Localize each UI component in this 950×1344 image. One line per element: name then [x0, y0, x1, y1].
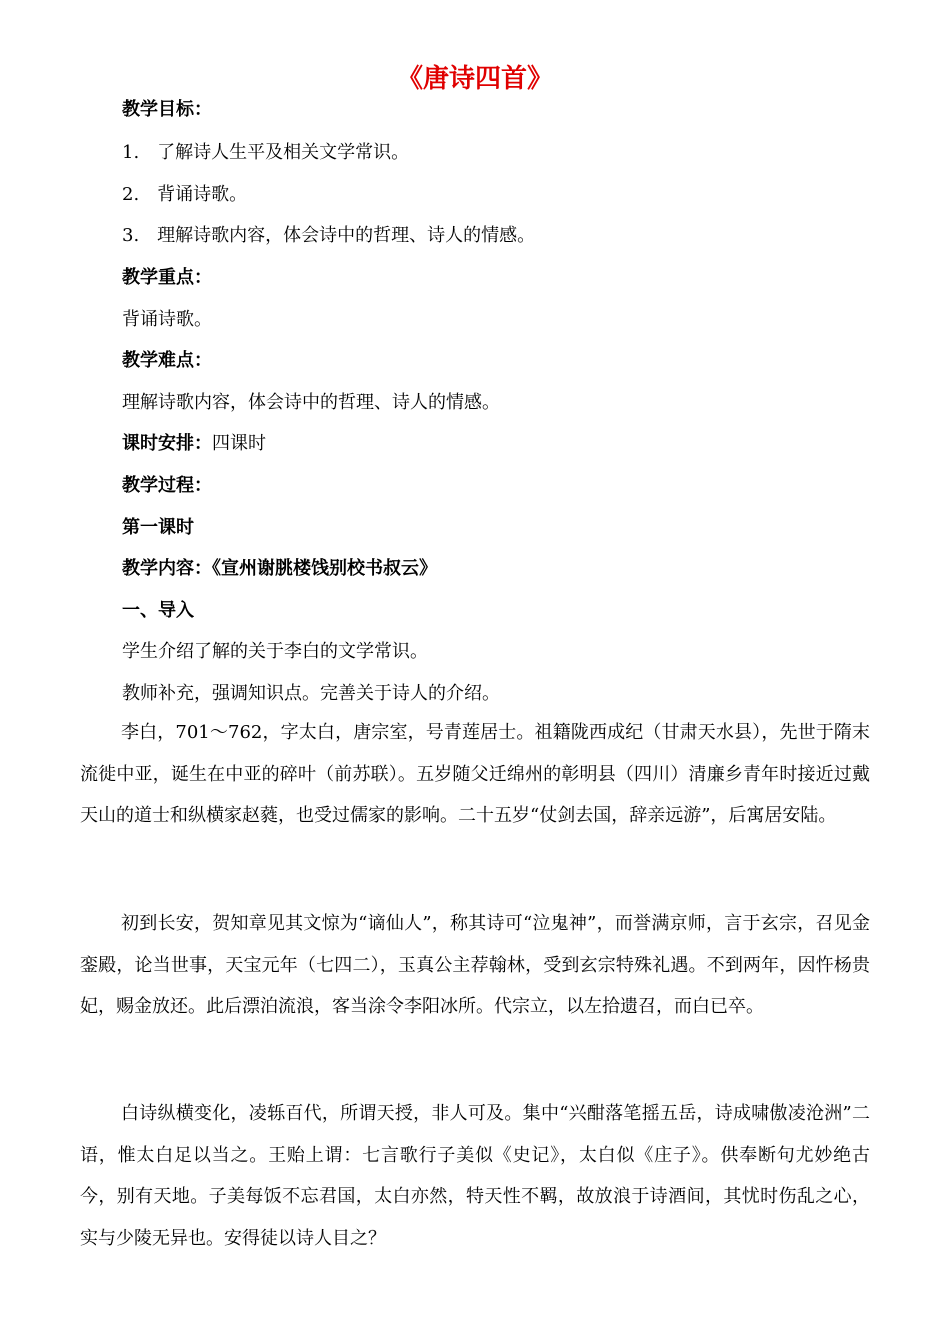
teaching-content: 教学内容：《宣州谢朓楼饯别校书叔云》 [122, 558, 437, 579]
key-points-text: 背诵诗歌。 [122, 309, 212, 330]
schedule-value: 四课时 [212, 433, 266, 454]
document-title: 《唐诗四首》 [396, 64, 553, 94]
intro-line-2: 教师补充，强调知识点。完善关于诗人的介绍。 [122, 683, 500, 704]
objective-item-3: 3. 理解诗歌内容，体会诗中的哲理、诗人的情感。 [122, 225, 536, 246]
difficulties-heading: 教学难点： [122, 350, 212, 371]
section-one-heading: 一、导入 [122, 600, 194, 621]
objective-item-2: 2. 背诵诗歌。 [122, 184, 248, 205]
paragraph-poetry-style: 白诗纵横变化，凌轹百代，所谓天授，非人可及。集中“兴酣落笔摇五岳，诗成啸傲凌沧洲”二语，惟太白足以当之。王贻上谓：七言歌行子美似《史记》，太白似《庄子》。供奉断句尤妙绝古今，别有天地。子美每饭不忘君国，太白亦然，特天性不羁，故放浪于诗酒间，其忧时伤乱之心，实与少陵无异也。安得徒以诗人目之？ [80, 1103, 870, 1249]
objectives-heading: 教学目标： [122, 99, 212, 120]
paragraph-changan: 初到长安，贺知章见其文惊为“谪仙人”，称其诗可“泣鬼神”，而誉满京师，言于玄宗，召见金銮殿，论当世事，天宝元年（七四二），玉真公主荐翰林，受到玄宗特殊礼遇。不到两年，因忤杨贵妃，赐金放还。此后漂泊流浪，客当涂令李阳冰所。代宗立，以左拾遗召，而白已卒。 [80, 913, 870, 1017]
intro-line-1: 学生介绍了解的关于李白的文学常识。 [122, 641, 428, 662]
paragraph-li-bai-bio: 李白，701～762，字太白，唐宗室，号青莲居士。祖籍陇西成纪（甘肃天水县），先世于隋末流徙中亚，诞生在中亚的碎叶（前苏联）。五岁随父迁绵州的彰明县（四川）清廉乡青年时接近过戴天山的道士和纵横家赵蕤，也受过儒家的影响。二十五岁“仗剑去国，辞亲远游”，后寓居安陆。 [80, 722, 870, 826]
difficulties-text: 理解诗歌内容，体会诗中的哲理、诗人的情感。 [122, 392, 500, 413]
lesson-one-heading: 第一课时 [122, 517, 194, 538]
objective-item-1: 1. 了解诗人生平及相关文学常识。 [122, 142, 410, 163]
process-heading: 教学过程： [122, 475, 212, 496]
schedule-line [122, 432, 266, 456]
schedule-label: 课时安排： [122, 433, 212, 454]
key-points-heading: 教学重点： [122, 267, 212, 288]
